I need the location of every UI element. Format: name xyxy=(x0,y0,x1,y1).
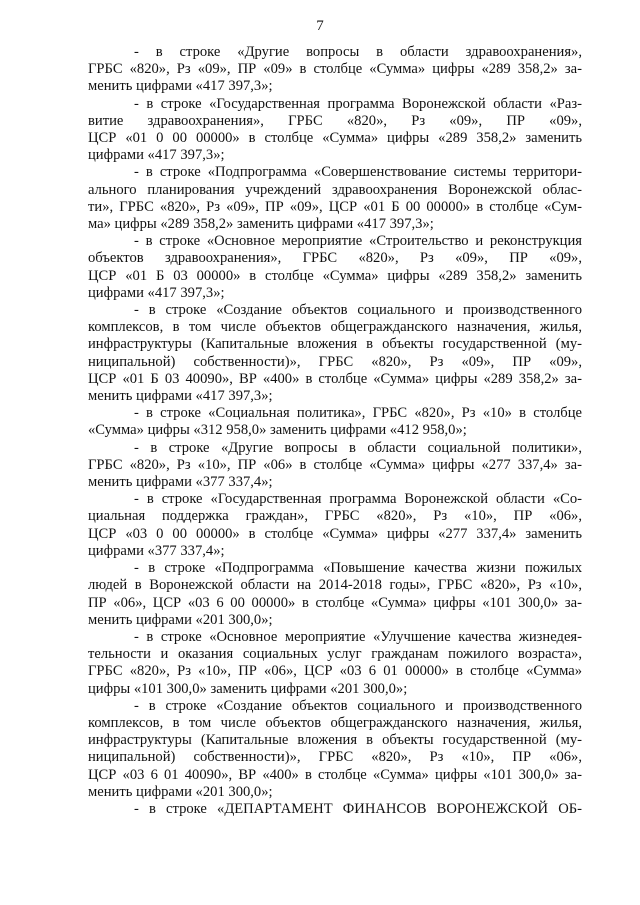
paragraph xyxy=(88,698,582,801)
paragraph xyxy=(88,302,582,405)
paragraph xyxy=(88,164,582,233)
paragraph-line: тельности и оказания социальных услуг гражданам пожилого возраста», xyxy=(88,646,582,663)
paragraph-line: инфраструктуры (Капитальные вложения в объекты государственной (му- xyxy=(88,732,582,749)
paragraph-line: комплексов, в том числе объектов общегражданского назначения, жилья, xyxy=(88,319,582,336)
paragraph xyxy=(88,96,582,165)
paragraph xyxy=(88,405,582,439)
paragraph-line: ниципальной) собственности)», ГРБС «820», Рз «10», ПР «06», xyxy=(88,749,582,766)
paragraph-line: - в строке «Социальная политика», ГРБС «820», Рз «10» в столбце xyxy=(134,405,582,422)
paragraph-line: - в строке «Создание объектов социального и производственного xyxy=(134,697,582,714)
document-body xyxy=(88,44,582,818)
paragraph-line: ЦСР «03 0 00 00000» в столбце «Сумма» цифры «277 337,4» заменить xyxy=(88,525,582,542)
paragraph xyxy=(88,801,582,818)
paragraph-line: - в строке «Основное мероприятие «Улучшение качества жизнедея- xyxy=(134,628,582,645)
paragraph-line: - в строке «Подпрограмма «Совершенствование системы территори- xyxy=(134,164,582,181)
paragraph-line: - в строке «Подпрограмма «Повышение качества жизни пожилых xyxy=(134,560,582,577)
paragraph-line: цифрами «417 397,3»; xyxy=(88,284,225,301)
paragraph-line: ГРБС «820», Рз «10», ПР «06», ЦСР «03 6 01 00000» в столбце «Сумма» xyxy=(88,663,582,680)
paragraph-line: ГРБС «820», Рз «09», ПР «09» в столбце «Сумма» цифры «289 358,2» за- xyxy=(88,61,582,78)
paragraph-line: - в строке «ДЕПАРТАМЕНТ ФИНАНСОВ ВОРОНЕЖСКОЙ ОБ- xyxy=(134,800,582,817)
paragraph-line: ГРБС «820», Рз «10», ПР «06» в столбце «Сумма» цифры «277 337,4» за- xyxy=(88,456,582,473)
paragraph xyxy=(88,491,582,560)
paragraph-line: - в строке «Государственная программа Воронежской области «Со- xyxy=(134,491,582,508)
paragraph-line: - в строке «Создание объектов социального и производственного xyxy=(134,302,582,319)
paragraph-line: объектов здравоохранения», ГРБС «820», Рз «09», ПР «09», xyxy=(88,250,582,267)
paragraph-line: цифрами «377 337,4»; xyxy=(88,542,225,559)
paragraph-line: менить цифрами «377 337,4»; xyxy=(88,474,273,491)
paragraph-line: - в строке «Другие вопросы в области здравоохранения», xyxy=(134,44,582,60)
paragraph-line: комплексов, в том числе объектов общегражданского назначения, жилья, xyxy=(88,714,582,731)
paragraph-line: - в строке «Основное мероприятие «Строительство и реконструкция xyxy=(134,233,582,250)
paragraph xyxy=(88,440,582,492)
paragraph-line: - в строке «Государственная программа Воронежской области «Раз- xyxy=(134,95,582,112)
paragraph-line: менить цифрами «201 300,0»; xyxy=(88,783,273,800)
paragraph xyxy=(88,629,582,698)
paragraph-line: менить цифрами «417 397,3»; xyxy=(88,78,273,95)
paragraph-line: ального планирования учреждений здравоохранения Воронежской облас- xyxy=(88,181,582,198)
paragraph-line: «Сумма» цифры «312 958,0» заменить цифрами «412 958,0»; xyxy=(88,422,467,439)
paragraph-line: инфраструктуры (Капитальные вложения в объекты государственной (му- xyxy=(88,336,582,353)
paragraph-line: ЦСР «01 Б 03 40090», ВР «400» в столбце «Сумма» цифры «289 358,2» за- xyxy=(88,370,582,387)
paragraph xyxy=(88,44,582,96)
paragraph xyxy=(88,233,582,302)
paragraph-line: менить цифрами «201 300,0»; xyxy=(88,611,273,628)
paragraph-line: циальная поддержка граждан», ГРБС «820», Рз «10», ПР «06», xyxy=(88,508,582,525)
paragraph-line: цифрами «417 397,3»; xyxy=(88,147,225,164)
paragraph-line: ЦСР «01 0 00 00000» в столбце «Сумма» цифры «289 358,2» заменить xyxy=(88,130,582,147)
paragraph-line: - в строке «Другие вопросы в области социальной политики», xyxy=(134,439,582,456)
paragraph-line: витие здравоохранения», ГРБС «820», Рз «09», ПР «09», xyxy=(88,112,582,129)
paragraph xyxy=(88,560,582,629)
paragraph-line: людей в Воронежской области на 2014-2018 годы», ГРБС «820», Рз «10», xyxy=(88,577,582,594)
paragraph-line: ПР «06», ЦСР «03 6 00 00000» в столбце «Сумма» цифры «101 300,0» за- xyxy=(88,594,582,611)
paragraph-line: ма» цифры «289 358,2» заменить цифрами «417 397,3»; xyxy=(88,216,434,233)
paragraph-line: ниципальной) собственности)», ГРБС «820», Рз «09», ПР «09», xyxy=(88,353,582,370)
paragraph-line: ЦСР «03 6 01 40090», ВР «400» в столбце «Сумма» цифры «101 300,0» за- xyxy=(88,766,582,783)
page-number: 7 xyxy=(316,18,324,34)
paragraph-line: ти», ГРБС «820», Рз «09», ПР «09», ЦСР «01 Б 00 00000» в столбце «Сум- xyxy=(88,198,582,215)
paragraph-line: цифры «101 300,0» заменить цифрами «201 300,0»; xyxy=(88,680,408,697)
paragraph-line: ЦСР «01 Б 03 00000» в столбце «Сумма» цифры «289 358,2» заменить xyxy=(88,267,582,284)
paragraph-line: менить цифрами «417 397,3»; xyxy=(88,388,273,405)
